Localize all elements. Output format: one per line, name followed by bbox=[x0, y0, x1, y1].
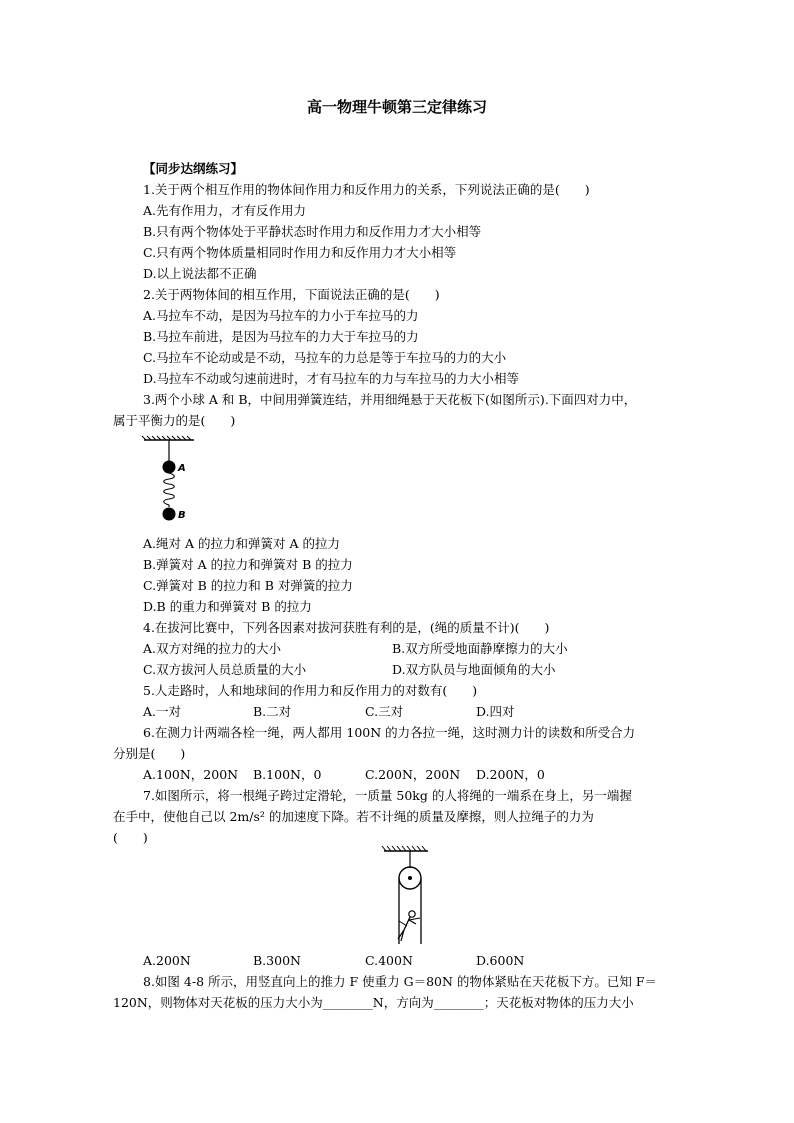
question-2-option-d: D.马拉车不动或匀速前进时，才有马拉车的力与车拉马的力大小相等 bbox=[143, 371, 520, 386]
question-7-stem-line1: 7.如图所示，将一根绳子跨过定滑轮，一质量 50kg 的人将绳的一端系在身上，另一端握 bbox=[143, 788, 632, 803]
question-5-option-d: D.四对 bbox=[476, 704, 515, 719]
question-4-stem: 4.在拔河比赛中，下列各因素对拔河获胜有利的是，(绳的质量不计)( ) bbox=[143, 620, 550, 635]
question-3-option-b: B.弹簧对 A 的拉力和弹簧对 B 的拉力 bbox=[143, 557, 353, 572]
question-6-option-a: A.100N，200N bbox=[143, 767, 239, 782]
question-8-stem-line1: 8.如图 4-8 所示，用竖直向上的推力 F 使重力 G＝80N 的物体紧贴在天花板下方。已知 F＝ bbox=[143, 974, 658, 989]
question-4-option-a: A.双方对绳的拉力的大小 bbox=[143, 641, 282, 656]
question-6-option-c: C.200N，200N bbox=[365, 767, 461, 782]
question-7-stem-line2: 在手中，使他自己以 2m/s² 的加速度下降。若不计绳的质量及摩擦，则人拉绳子的力为 bbox=[113, 809, 594, 824]
question-8-stem-line2: 120N，则物体对天花板的压力大小为________N，方向为________；天花板对物体的压力大小 bbox=[113, 995, 634, 1010]
question-3-stem-line2: 属于平衡力的是( ) bbox=[113, 413, 236, 428]
question-7-stem-line3: ( ) bbox=[113, 830, 148, 845]
question-5-stem: 5.人走路时，人和地球间的作用力和反作用力的对数有( ) bbox=[143, 683, 478, 698]
question-3-stem-line1: 3.两个小球 A 和 B，中间用弹簧连结，并用细绳悬于天花板下(如图所示).下面四对力中， bbox=[143, 392, 637, 407]
question-1-stem: 1.关于两个相互作用的物体间作用力和反作用力的关系，下列说法正确的是( ) bbox=[143, 182, 590, 197]
question-3-option-c: C.弹簧对 B 的拉力和 B 对弹簧的拉力 bbox=[143, 578, 353, 593]
section-heading: 【同步达纲练习】 bbox=[143, 161, 244, 176]
question-4-option-c: C.双方拔河人员总质量的大小 bbox=[143, 662, 307, 677]
spring-balls-figure bbox=[140, 436, 210, 526]
question-1-option-d: D.以上说法都不正确 bbox=[143, 266, 257, 281]
question-6-stem-line1: 6.在测力计两端各栓一绳，两人都用 100N 的力各拉一绳，这时测力计的读数和所受合力 bbox=[143, 725, 636, 740]
ball-b-label: B bbox=[178, 510, 186, 521]
page-title: 高一物理牛顿第三定律练习 bbox=[306, 98, 487, 116]
question-1-option-c: C.只有两个物体质量相同时作用力和反作用力才大小相等 bbox=[143, 245, 457, 260]
question-3-option-d: D.B 的重力和弹簧对 B 的拉力 bbox=[143, 599, 312, 614]
question-5-option-c: C.三对 bbox=[365, 704, 404, 719]
question-2-option-c: C.马拉车不论动或是不动，马拉车的力总是等于车拉马的力的大小 bbox=[143, 350, 507, 365]
question-7-option-c: C.400N bbox=[365, 953, 413, 968]
question-7-option-b: B.300N bbox=[253, 953, 301, 968]
question-6-option-d: D.200N，0 bbox=[476, 767, 545, 782]
question-3-option-a: A.绳对 A 的拉力和弹簧对 A 的拉力 bbox=[143, 536, 340, 551]
question-2-stem: 2.关于两物体间的相互作用，下面说法正确的是( ) bbox=[143, 287, 440, 302]
question-5-option-b: B.二对 bbox=[253, 704, 292, 719]
question-1-option-a: A.先有作用力，才有反作用力 bbox=[143, 203, 307, 218]
question-7-option-d: D.600N bbox=[476, 953, 525, 968]
question-1-option-b: B.只有两个物体处于平静状态时作用力和反作用力才大小相等 bbox=[143, 224, 482, 239]
question-6-stem-line2: 分别是( ) bbox=[113, 746, 186, 761]
pulley-person-figure bbox=[380, 846, 440, 946]
question-4-option-d: D.双方队员与地面倾角的大小 bbox=[392, 662, 556, 677]
question-2-option-a: A.马拉车不动，是因为马拉车的力小于车拉马的力 bbox=[143, 308, 419, 323]
question-5-option-a: A.一对 bbox=[143, 704, 182, 719]
ball-a-label: A bbox=[178, 463, 186, 474]
question-7-option-a: A.200N bbox=[143, 953, 191, 968]
question-2-option-b: B.马拉车前进，是因为马拉车的力大于车拉马的力 bbox=[143, 329, 419, 344]
question-4-option-b: B.双方所受地面静摩擦力的大小 bbox=[392, 641, 568, 656]
question-6-option-b: B.100N，0 bbox=[253, 767, 322, 782]
